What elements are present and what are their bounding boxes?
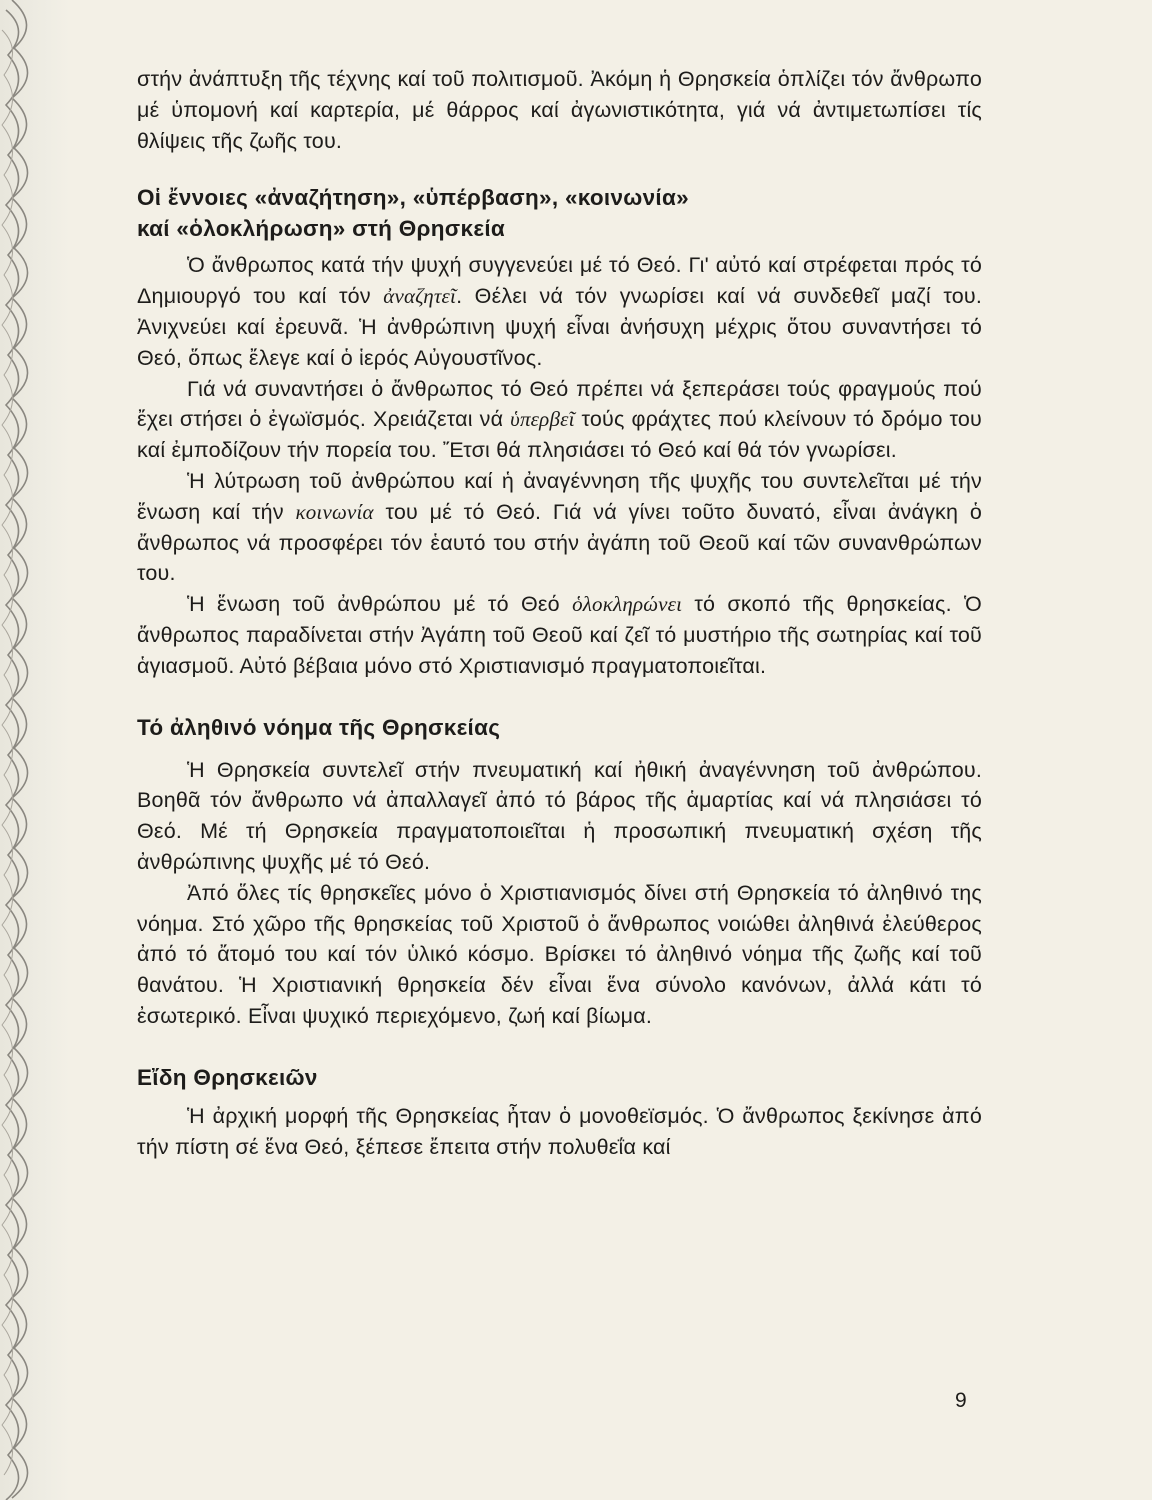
- paragraph-completion-text-1: Ἡ ἕνωση τοῦ ἀνθρώπου μέ τό Θεό: [187, 592, 573, 617]
- section-heading-concepts-line2: καί «ὁλοκλήρωση» στή Θρησκεία: [137, 216, 505, 242]
- spiral-binding: [0, 0, 70, 1500]
- paragraph-communion-text-2: του μέ τό Θεό. Γιά νά γίνει τοῦτο δυνατό, εἶναι ἀνάγκη ὁ ἄνθρωπος νά προσφέρει τόν ἑαυτό του στήν ἀγάπη τοῦ Θεοῦ καί τῶν συνανθρώπων του.: [137, 499, 982, 586]
- paragraph-search-text-1: Ὁ ἄνθρωπος κατά τήν ψυχή συγγενεύει μέ τό Θεό. Γι' αὐτό καί στρέφεται πρός τό Δημιουργό του καί τόν: [137, 253, 982, 309]
- spiral-binding-icon: [0, 0, 70, 1500]
- emphasis-transcend: ὑπερβεῖ: [510, 407, 575, 432]
- paragraph-completion-text-2: τό σκοπό τῆς θρησκείας. Ὁ ἄνθρωπος παραδίνεται στήν Ἀγάπη τοῦ Θεοῦ καί ζεῖ τό μυστήριο τῆς σωτηρίας καί τοῦ ἁγιασμοῦ. Αὐτό βέβαια μόνο στό Χριστιανισμό πραγματοποιεῖται.: [137, 592, 982, 678]
- paragraph-transcendence: [137, 374, 982, 466]
- emphasis-communion: κοινωνία: [295, 499, 374, 524]
- paragraph-regeneration: Ἡ Θρησκεία συντελεῖ στήν πνευματική καί ἠθική ἀναγέννηση τοῦ ἀνθρώπου. Βοηθᾶ τόν ἄνθρωπο νά ἀπαλλαγεῖ ἀπό τό βάρος τῆς ἁμαρτίας καί νά πλησιάσει τό Θεό. Μέ τή Θρησκεία πραγματοποιεῖται ἡ προσωπική πνευματική σχέση τῆς ἀνθρώπινης ψυχῆς μέ τό Θεό.: [137, 757, 982, 874]
- paragraph-communion-text-1: Ἡ λύτρωση τοῦ ἀνθρώπου καί ἡ ἀναγέννηση τῆς ψυχῆς του συντελεῖται μέ τήν ἕνωση καί τήν: [137, 468, 982, 524]
- section-heading-types: Εἴδη Θρησκειῶν: [137, 1064, 318, 1090]
- section-heading-concepts: [137, 182, 982, 244]
- emphasis-completion: ὁλοκληρώνει: [572, 592, 683, 617]
- section-heading-concepts-line1: Οἱ ἔννοιες «ἀναζήτηση», «ὑπέρβαση», «κοινωνία»: [137, 185, 689, 211]
- intro-paragraph: στήν ἀνάπτυξη τῆς τέχνης καί τοῦ πολιτισμοῦ. Ἀκόμη ἡ Θρησκεία ὁπλίζει τόν ἄνθρωπο μέ ὑπομονή καί καρτερία, μέ θάρρος καί ἀγωνιστικότητα, γιά νά ἀντιμετωπίσει τίς θλίψεις τῆς ζωῆς του.: [137, 67, 982, 153]
- paragraph-communion: [137, 466, 982, 589]
- page-content: [137, 64, 982, 1162]
- emphasis-search: ἀναζητεῖ: [383, 284, 457, 309]
- paragraph-completion: [137, 589, 982, 681]
- paragraph-search-text-2: . Θέλει νά τόν γνωρίσει καί νά συνδεθεῖ μαζί του. Ἀνιχνεύει καί ἐρευνᾶ. Ἡ ἀνθρώπινη ψυχή εἶναι ἀνήσυχη μέχρις ὅτου συναντήσει τό Θεό, ὅπως ἔλεγε καί ὁ ἱερός Αὐγουστῖνος.: [137, 284, 982, 370]
- paragraph-transcendence-text-1: Γιά νά συναντήσει ὁ ἄνθρωπος τό Θεό πρέπει νά ξεπεράσει τούς φραγμούς πού ἔχει στήσει ὁ ἐγωϊσμός. Χρειάζεται νά: [137, 376, 982, 432]
- paragraph-monotheism: Ἡ ἀρχική μορφή τῆς Θρησκείας ἦταν ὁ μονοθεϊσμός. Ὁ ἄνθρωπος ξεκίνησε ἀπό τήν πίστη σέ ἕνα Θεό, ξέπεσε ἔπειτα στήν πολυθεΐα καί: [137, 1103, 982, 1159]
- paragraph-search: [137, 250, 982, 373]
- section-heading-true-meaning: Τό ἀληθινό νόημα τῆς Θρησκείας: [137, 714, 501, 740]
- paragraph-transcendence-text-2: τούς φράχτες πού κλείνουν τό δρόμο του καί ἐμποδίζουν τήν πορεία του. Ἔτσι θά πλησιάσει τό Θεό καί θά τόν γνωρίσει.: [137, 407, 982, 463]
- page-number: 9: [955, 1389, 967, 1412]
- paragraph-christianity: Ἀπό ὅλες τίς θρησκεῖες μόνο ὁ Χριστιανισμός δίνει στή Θρησκεία τό ἀληθινό της νόημα. Στό χῶρο τῆς θρησκείας τοῦ Χριστοῦ ὁ ἄνθρωπος νοιώθει ἀληθινά ἐλεύθερος ἀπό τό ἄτομό του καί τόν ὑλικό κόσμο. Βρίσκει τό ἀληθινό νόημα τῆς ζωῆς καί τοῦ θανάτου. Ἡ Χριστιανική θρησκεία δέν εἶναι ἕνα σύνολο κανόνων, ἀλλά κάτι τό ἐσωτερικό. Εἶναι ψυχικό περιεχόμενο, ζωή καί βίωμα.: [137, 880, 982, 1028]
